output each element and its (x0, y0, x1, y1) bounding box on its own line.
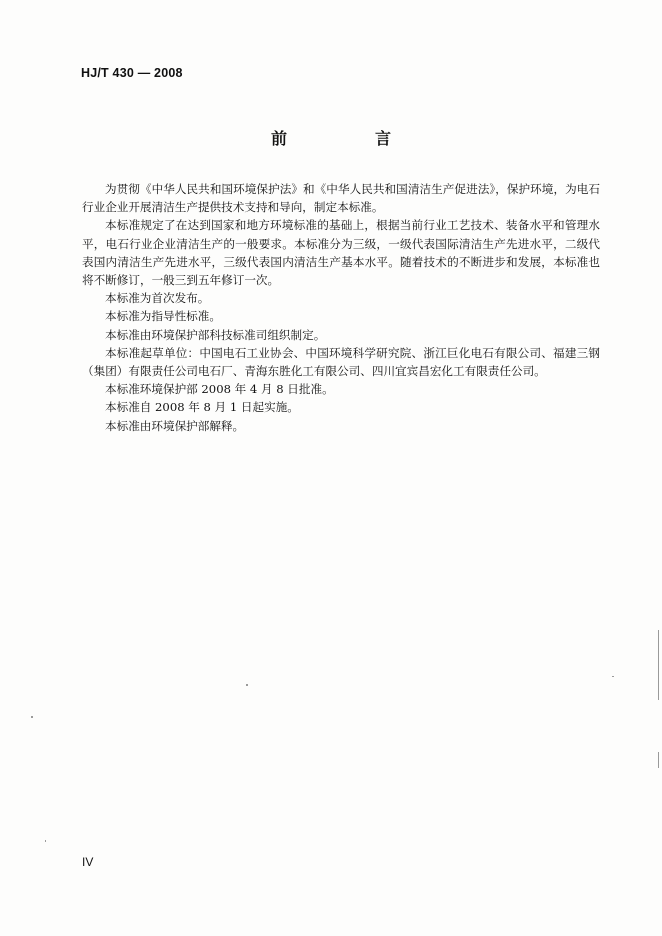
paragraph-organizer: 本标准由环境保护部科技标准司组织制定。 (105, 327, 326, 342)
paragraph-interpretation: 本标准由环境保护部解释。 (105, 418, 245, 433)
paragraph-scope: 本标准规定了在达到国家和地方环境标准的基础上，根据当前行业工艺技术、装备水平和管理水平，电石行业企业清洁生产的一般要求。本标准分为三级，一级代表国际清洁生产先进水平，二级代表国内清洁生产先进水平，三级代表国内清洁生产基本水平。随着技术的不断进步和发展，本标准也将不断修订，一般三到五年修订一次。 (82, 218, 600, 288)
paragraph-approval: 本标准环境保护部 2008 年 4 月 8 日批准。 (105, 382, 334, 397)
scan-speck (31, 716, 33, 718)
foreword-body (82, 180, 600, 435)
paragraph-drafting-units: 本标准起草单位：中国电石工业协会、中国环境科学研究院、浙江巨化电石有限公司、福建三钢（集团）有限责任公司电石厂、青海东胜化工有限公司、四川宜宾昌宏化工有限责任公司。 (82, 345, 600, 379)
paragraph-effective-date: 本标准自 2008 年 8 月 1 日起实施。 (105, 400, 299, 415)
scan-speck (612, 676, 614, 677)
standard-code: HJ/T 430 — 2008 (81, 66, 183, 80)
page-number: IV (82, 855, 94, 869)
page-title: 前 言 (270, 129, 427, 148)
scan-speck (246, 684, 248, 686)
scan-speck (45, 840, 46, 842)
paragraph-first-release: 本标准为首次发布。 (105, 291, 210, 306)
scan-edge-mark (658, 630, 659, 700)
scan-edge-mark (658, 752, 659, 768)
paragraph-purpose: 为贯彻《中华人民共和国环境保护法》和《中华人民共和国清洁生产促进法》，保护环境，为电石行业企业开展清洁生产提供技术支持和导向，制定本标准。 (82, 182, 600, 215)
paragraph-guidance: 本标准为指导性标准。 (105, 309, 221, 324)
